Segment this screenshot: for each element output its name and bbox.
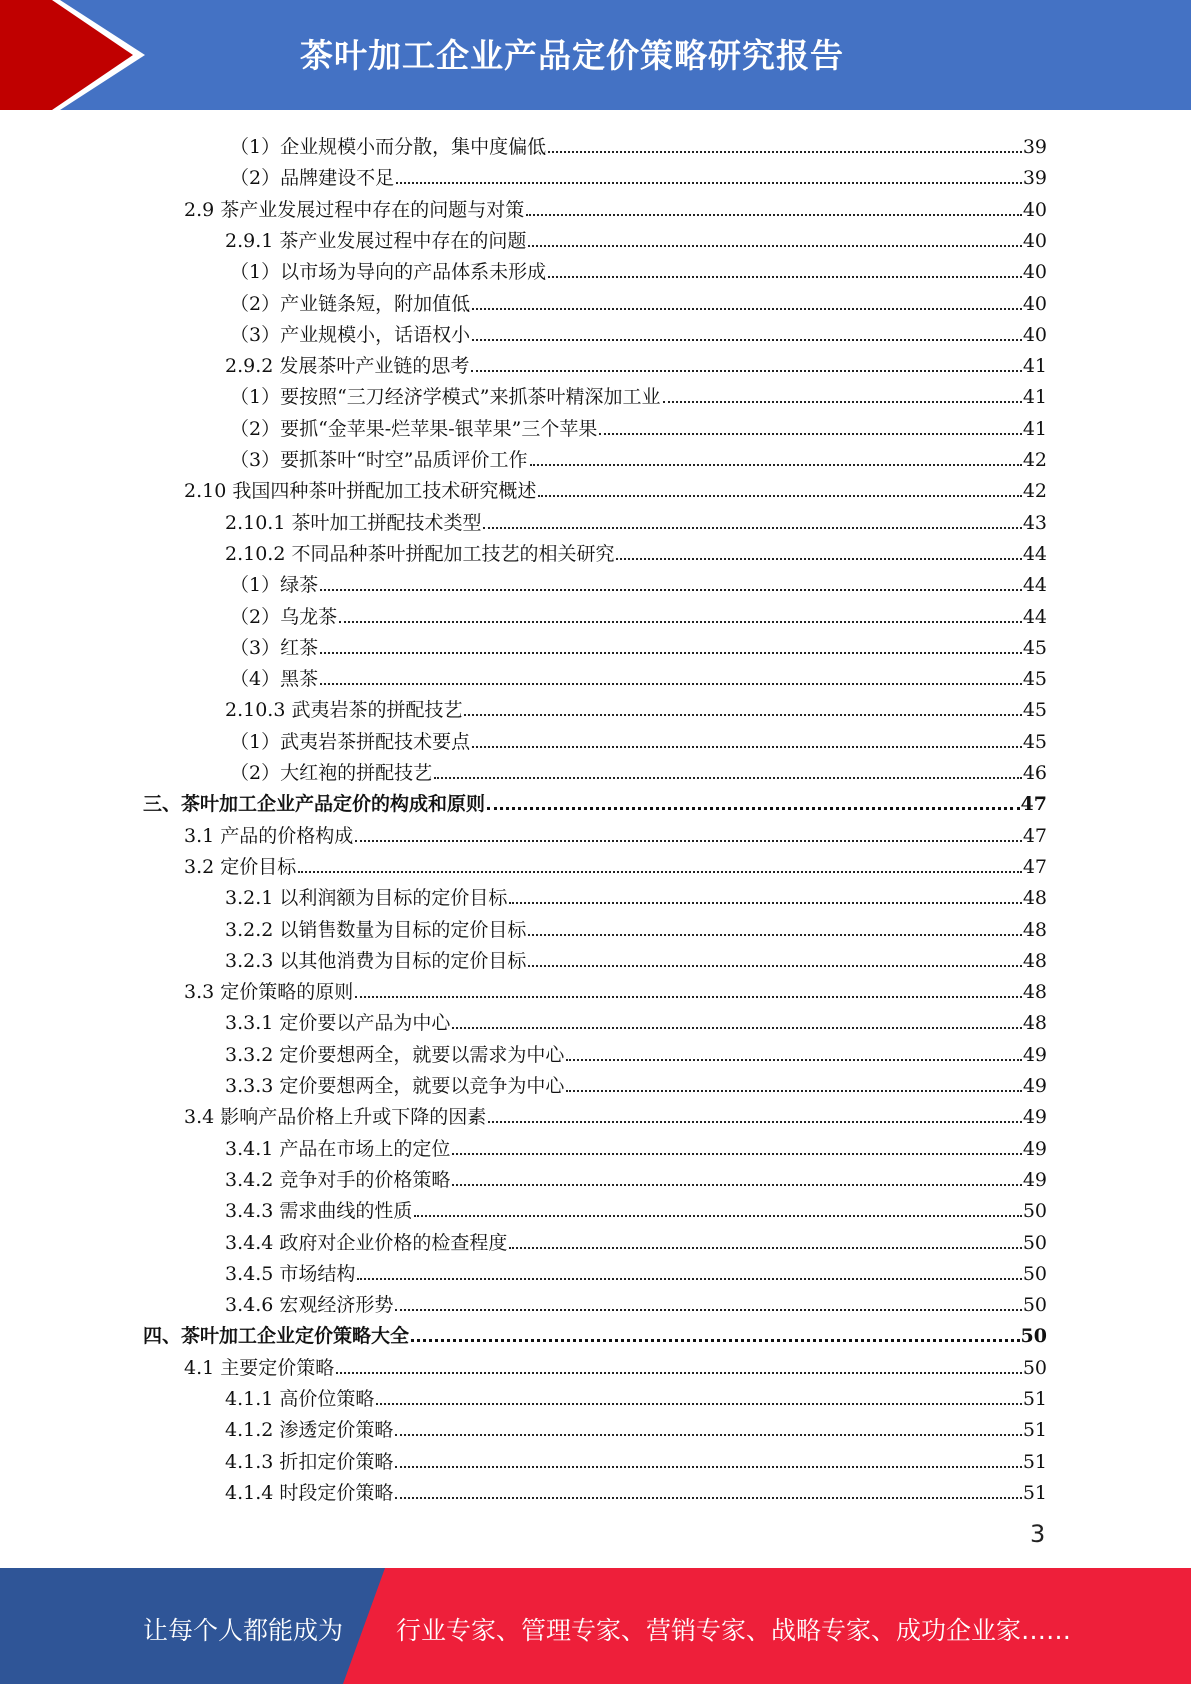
toc-dot-leader: [298, 855, 1022, 879]
toc-entry-page: 47: [1022, 855, 1047, 878]
toc-entry[interactable]: [225, 1161, 1047, 1192]
toc-entry[interactable]: [225, 879, 1047, 910]
toc-dot-leader: [320, 667, 1022, 691]
toc-entry[interactable]: [230, 566, 1047, 597]
toc-dot-leader: [548, 260, 1022, 284]
toc-entry-title: 3.2.1 以利润额为目标的定价目标: [225, 887, 508, 910]
toc-entry-title: （3）产业规模小，话语权小: [230, 323, 471, 346]
footer-slogan-right: 行业专家、管理专家、营销专家、战略专家、成功企业家……: [396, 1616, 1072, 1645]
toc-entry-page: 41: [1022, 417, 1047, 440]
toc-entry-page: 50: [1020, 1325, 1047, 1348]
toc-entry-page: 40: [1022, 323, 1047, 346]
toc-entry-page: 44: [1022, 574, 1047, 597]
toc-dot-leader: [472, 292, 1022, 316]
toc-entry-title: 3.2.3 以其他消费为目标的定价目标: [225, 949, 527, 972]
toc-entry-page: 40: [1022, 292, 1047, 315]
toc-entry-page: 49: [1022, 1137, 1047, 1160]
toc-entry-page: 50: [1022, 1262, 1047, 1285]
toc-dot-leader: [526, 198, 1022, 222]
toc-dot-leader: [488, 1105, 1022, 1129]
toc-entry-title: 3.4.3 需求曲线的性质: [225, 1200, 413, 1223]
toc-entry[interactable]: [225, 347, 1047, 378]
toc-dot-leader: [320, 636, 1022, 660]
toc-entry-page: 42: [1022, 480, 1047, 503]
toc-entry-title: 2.10 我国四种茶叶拼配加工技术研究概述: [184, 480, 537, 503]
toc-entry-page: 41: [1022, 386, 1047, 409]
toc-entry[interactable]: [230, 754, 1047, 785]
toc-dot-leader: [566, 1074, 1021, 1098]
toc-entry-title: 3.2 定价目标: [184, 855, 297, 878]
toc-entry-title: 3.4.5 市场结构: [225, 1262, 356, 1285]
toc-entry-title: （2）乌龙茶: [230, 605, 338, 628]
toc-entry-title: 3.4.6 宏观经济形势: [225, 1294, 394, 1317]
toc-entry-title: （1）要按照“三刀经济学模式”来抓茶叶精深加工业: [230, 386, 661, 409]
toc-entry[interactable]: [143, 1317, 1047, 1348]
toc-dot-leader: [336, 1356, 1022, 1380]
toc-dot-leader: [414, 1199, 1021, 1223]
toc-entry-page: 48: [1022, 918, 1047, 941]
toc-entry[interactable]: [225, 1067, 1047, 1098]
toc-dot-leader: [566, 1043, 1021, 1067]
toc-entry-title: 四、茶叶加工企业定价策略大全: [143, 1325, 410, 1348]
toc-entry-page: 47: [1022, 824, 1047, 847]
toc-entry-title: 3.3.1 定价要以产品为中心: [225, 1012, 451, 1035]
toc-dot-leader: [471, 354, 1021, 378]
toc-entry-title: 4.1 主要定价策略: [184, 1356, 335, 1379]
toc-entry[interactable]: [230, 441, 1047, 472]
toc-entry-page: 49: [1022, 1168, 1047, 1191]
toc-entry-page: 40: [1022, 198, 1047, 221]
toc-entry[interactable]: [184, 472, 1047, 503]
toc-entry-page: 45: [1022, 730, 1047, 753]
toc-entry-page: 48: [1022, 887, 1047, 910]
toc-entry-title: 3.4.4 政府对企业价格的检查程度: [225, 1231, 508, 1254]
toc-entry-page: 48: [1022, 981, 1047, 1004]
toc-entry[interactable]: [230, 598, 1047, 629]
toc-dot-leader: [663, 385, 1022, 409]
toc-entry[interactable]: [225, 1036, 1047, 1067]
toc-dot-leader: [396, 166, 1022, 190]
toc-entry-page: 45: [1022, 636, 1047, 659]
toc-entry-title: 4.1.3 折扣定价策略: [225, 1450, 394, 1473]
toc-entry[interactable]: [225, 1286, 1047, 1317]
footer-slogan-left: 让每个人都能成为: [143, 1616, 344, 1645]
toc-entry-page: 41: [1022, 355, 1047, 378]
toc-entry-page: 51: [1022, 1481, 1047, 1504]
toc-entry-title: 3.3 定价策略的原则: [184, 981, 354, 1004]
toc-dot-leader: [339, 605, 1022, 629]
toc-entry[interactable]: [230, 660, 1047, 691]
toc-dot-leader: [452, 1011, 1021, 1035]
toc-entry-title: （3）红茶: [230, 636, 319, 659]
toc-entry-title: 3.1 产品的价格构成: [184, 824, 354, 847]
toc-entry[interactable]: [225, 1192, 1047, 1223]
toc-entry-title: （2）要抓“金苹果-烂苹果-银苹果”三个苹果: [230, 417, 598, 440]
toc-entry[interactable]: [225, 1255, 1047, 1286]
toc-entry-page: 46: [1022, 762, 1047, 784]
toc-entry[interactable]: [184, 191, 1047, 222]
toc-entry-page: 39: [1022, 167, 1047, 190]
toc-entry-title: （4）黑茶: [230, 668, 319, 691]
toc-entry-title: 3.4.1 产品在市场上的定位: [225, 1137, 451, 1160]
page-header: [0, 0, 1191, 110]
toc-dot-leader: [509, 1231, 1021, 1255]
page-number: 3: [1030, 1520, 1046, 1548]
toc-entry-page: 40: [1022, 261, 1047, 284]
toc-dot-leader: [472, 323, 1022, 347]
toc-entry-page: 51: [1022, 1419, 1047, 1442]
toc-entry-title: （2）产业链条短，附加值低: [230, 292, 471, 315]
toc-entry[interactable]: [230, 253, 1047, 284]
toc-dot-leader: [509, 886, 1021, 910]
toc-dot-leader: [538, 479, 1021, 503]
toc-entry-page: 51: [1022, 1388, 1047, 1410]
toc-dot-leader: [357, 1262, 1021, 1286]
toc-entry[interactable]: [184, 1098, 1047, 1129]
toc-entry-page: 43: [1022, 511, 1047, 534]
toc-entry[interactable]: [225, 535, 1047, 566]
toc-entry[interactable]: [184, 1349, 1047, 1380]
toc-entry[interactable]: [225, 1411, 1047, 1442]
toc-entry-page: 44: [1022, 542, 1047, 565]
toc-entry[interactable]: [230, 128, 1047, 159]
toc-entry-title: （2）大红袍的拼配技艺: [230, 762, 433, 784]
toc-entry-page: 50: [1022, 1231, 1047, 1254]
toc-entry[interactable]: [230, 629, 1047, 660]
header-arrow-icon: [0, 0, 200, 110]
toc-entry[interactable]: [225, 504, 1047, 535]
toc-entry-title: 3.4.2 竞争对手的价格策略: [225, 1168, 451, 1191]
toc-entry-title: 4.1.4 时段定价策略: [225, 1481, 394, 1504]
toc-entry-page: 44: [1022, 605, 1047, 628]
toc-entry[interactable]: [230, 285, 1047, 316]
toc-entry-title: 3.4 影响产品价格上升或下降的因素: [184, 1106, 487, 1129]
toc-entry-title: （1）企业规模小而分散，集中度偏低: [230, 136, 547, 158]
toc-entry-title: 4.1.2 渗透定价策略: [225, 1419, 394, 1442]
toc-entry-title: （1）武夷岩茶拼配技术要点: [230, 730, 471, 753]
toc-entry[interactable]: [225, 1380, 1047, 1411]
toc-entry-page: 51: [1022, 1450, 1047, 1473]
toc-dot-leader: [548, 135, 1022, 159]
toc-entry[interactable]: [225, 911, 1047, 942]
toc-dot-leader: [434, 761, 1022, 785]
toc-entry-title: 2.10.3 武夷岩茶的拼配技艺: [225, 699, 463, 722]
toc-entry-title: 2.10.2 不同品种茶叶拼配加工技艺的相关研究: [225, 542, 615, 565]
toc-dot-leader: [599, 417, 1021, 441]
toc-entry-title: （3）要抓茶叶“时空”品质评价工作: [230, 449, 528, 471]
toc-entry-title: （1）以市场为导向的产品体系未形成: [230, 261, 547, 284]
toc-entry-page: 50: [1022, 1200, 1047, 1223]
toc-entry-page: 45: [1022, 699, 1047, 722]
toc-entry-title: 4.1.1 高价位策略: [225, 1388, 375, 1410]
toc-entry[interactable]: [230, 316, 1047, 347]
toc-entry-title: 2.9 茶产业发展过程中存在的问题与对策: [184, 198, 525, 221]
toc-entry[interactable]: [184, 817, 1047, 848]
toc-entry[interactable]: [230, 723, 1047, 754]
toc-dot-leader: [395, 1293, 1021, 1317]
toc-dot-leader: [355, 980, 1022, 1004]
toc-dot-leader: [472, 730, 1022, 754]
toc-entry[interactable]: [225, 691, 1047, 722]
toc-entry[interactable]: [230, 410, 1047, 441]
toc-entry-page: 42: [1022, 449, 1047, 471]
toc-entry[interactable]: [230, 378, 1047, 409]
toc-entry[interactable]: [225, 1130, 1047, 1161]
toc-entry[interactable]: [225, 1004, 1047, 1035]
toc-dot-leader: [464, 698, 1021, 722]
toc-entry-title: 3.2.2 以销售数量为目标的定价目标: [225, 918, 527, 941]
toc-dot-leader: [616, 542, 1021, 566]
toc-entry-page: 48: [1022, 949, 1047, 972]
toc-dot-leader: [411, 1324, 1020, 1348]
toc-entry-page: 49: [1022, 1075, 1047, 1097]
toc-entry-title: （1）绿茶: [230, 574, 319, 597]
toc-entry[interactable]: [225, 1224, 1047, 1255]
toc-entry-title: 2.10.1 茶叶加工拼配技术类型: [225, 511, 482, 534]
toc-dot-leader: [483, 511, 1021, 535]
toc-entry-title: 三、茶叶加工企业产品定价的构成和原则: [143, 793, 486, 816]
toc-entry-page: 48: [1022, 1012, 1047, 1035]
toc-entry[interactable]: [143, 785, 1047, 816]
toc-entry-page: 45: [1022, 668, 1047, 691]
toc-entry[interactable]: [225, 942, 1047, 973]
toc-dot-leader: [452, 1137, 1021, 1161]
toc-dot-leader: [452, 1168, 1021, 1192]
toc-entry-title: 2.9.1 茶产业发展过程中存在的问题: [225, 229, 527, 252]
toc-entry-title: 2.9.2 发展茶叶产业链的思考: [225, 355, 470, 378]
toc-dot-leader: [395, 1418, 1021, 1442]
page-footer: [0, 1568, 1191, 1684]
toc-dot-leader: [395, 1481, 1021, 1505]
toc-entry-page: 50: [1022, 1356, 1047, 1379]
toc-dot-leader: [487, 792, 1020, 816]
toc-dot-leader: [320, 573, 1022, 597]
toc-dot-leader: [376, 1387, 1021, 1411]
toc-entry-page: 47: [1020, 793, 1047, 816]
toc-entry-page: 50: [1022, 1294, 1047, 1317]
toc-dot-leader: [530, 448, 1022, 472]
toc-dot-leader: [528, 918, 1021, 942]
toc-entry-page: 40: [1022, 229, 1047, 252]
toc-dot-leader: [355, 824, 1022, 848]
toc-entry-page: 39: [1022, 136, 1047, 158]
toc-dot-leader: [395, 1450, 1021, 1474]
toc-dot-leader: [528, 229, 1021, 253]
document-title: 茶叶加工企业产品定价策略研究报告: [300, 36, 844, 75]
toc-entry-page: 49: [1022, 1106, 1047, 1129]
toc-entry[interactable]: [225, 1443, 1047, 1474]
toc-entry-title: 3.3.2 定价要想两全，就要以需求为中心: [225, 1043, 565, 1066]
toc-dot-leader: [528, 949, 1021, 973]
toc-entry-page: 49: [1022, 1043, 1047, 1066]
toc-entry-title: （2）品牌建设不足: [230, 167, 395, 190]
toc-entry[interactable]: [225, 1474, 1047, 1505]
toc-entry-title: 3.3.3 定价要想两全，就要以竞争为中心: [225, 1075, 565, 1097]
toc-entry[interactable]: [184, 848, 1047, 879]
toc-entry[interactable]: [225, 222, 1047, 253]
toc-entry[interactable]: [230, 159, 1047, 190]
toc-entry[interactable]: [184, 973, 1047, 1004]
